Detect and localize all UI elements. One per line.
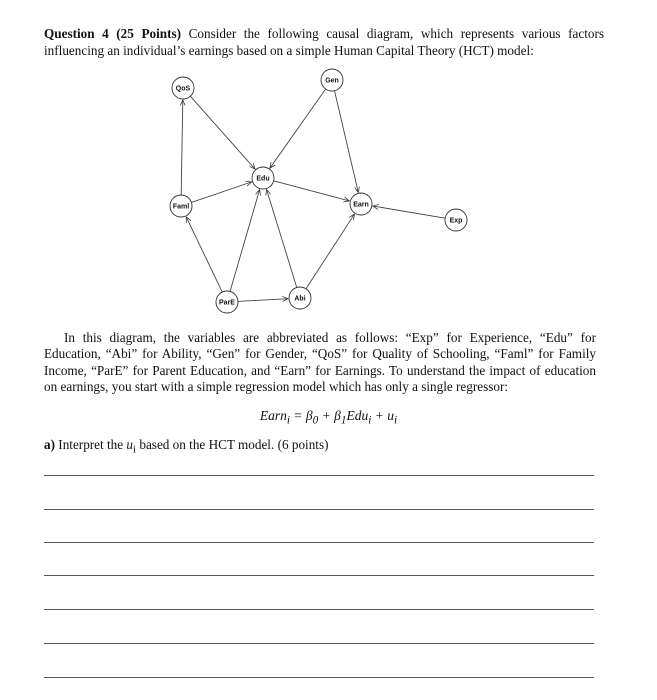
node-label: Exp — [449, 217, 463, 225]
node-label: QoS — [175, 85, 191, 93]
edge-pare-to-edu — [230, 190, 260, 292]
edge-pare-to-fami — [186, 217, 222, 292]
node-label: Gen — [325, 77, 339, 85]
node-label: Faml — [172, 203, 190, 211]
answer-line[interactable] — [44, 509, 594, 510]
node-qos — [172, 77, 194, 99]
node-abi — [289, 287, 311, 309]
node-label: Edu — [256, 175, 270, 183]
question-text: Consider the following causal diagram, which represents various factors influencing an individual’s earnings based on a simple Human Capital Theory (HCT) model: — [44, 26, 605, 58]
answer-line[interactable] — [44, 609, 594, 610]
node-edu — [252, 167, 274, 189]
node-fami — [170, 195, 192, 217]
node-label: Abi — [294, 295, 306, 303]
causal-diagram — [0, 0, 657, 330]
regression-equation: Earn$_i$ = $\beta_0 + \beta_1Edu_i + u_i$ — [259, 408, 398, 427]
node-exp — [445, 209, 467, 231]
edge-gen-to-earn — [335, 91, 359, 193]
edge-abi-to-earn — [306, 214, 354, 289]
part-a-prompt: a) Interpret the $u_i$ based on the HCT model. (6 points) — [44, 437, 329, 456]
question-label: Question 4 (25 Points) — [44, 26, 182, 41]
node-gen — [321, 69, 343, 91]
edge-edu-to-earn — [274, 181, 350, 201]
answer-line[interactable] — [44, 677, 594, 678]
edge-pare-to-abi — [238, 299, 288, 302]
edge-fami-to-edu — [191, 182, 251, 203]
node-earn — [350, 193, 372, 215]
answer-line[interactable] — [44, 575, 594, 576]
edge-fami-to-qos — [181, 100, 183, 195]
edge-qos-to-edu — [190, 96, 255, 169]
node-pare — [216, 291, 238, 313]
answer-line[interactable] — [44, 475, 594, 476]
edge-gen-to-edu — [270, 89, 326, 168]
node-label: Earn — [353, 201, 369, 209]
edge-exp-to-earn — [373, 206, 445, 218]
edge-abi-to-edu — [267, 189, 297, 287]
variables-paragraph: In this diagram, the variables are abbreviated as follows: “Exp” for Experience, “Edu” for Education, “Abi” for Ability, “Gen” for Gender, “QoS” for Quality of Schooling, “Faml” for Family Income, “ParE” for Parent Education, and “Earn” for Earnings. To understand the impact of education on earnings, you start with a simple regression model which has only a single regressor: — [44, 330, 596, 394]
answer-line[interactable] — [44, 542, 594, 543]
part-a-label: a) — [44, 437, 55, 452]
answer-line[interactable] — [44, 643, 594, 644]
node-label: ParE — [219, 299, 235, 307]
